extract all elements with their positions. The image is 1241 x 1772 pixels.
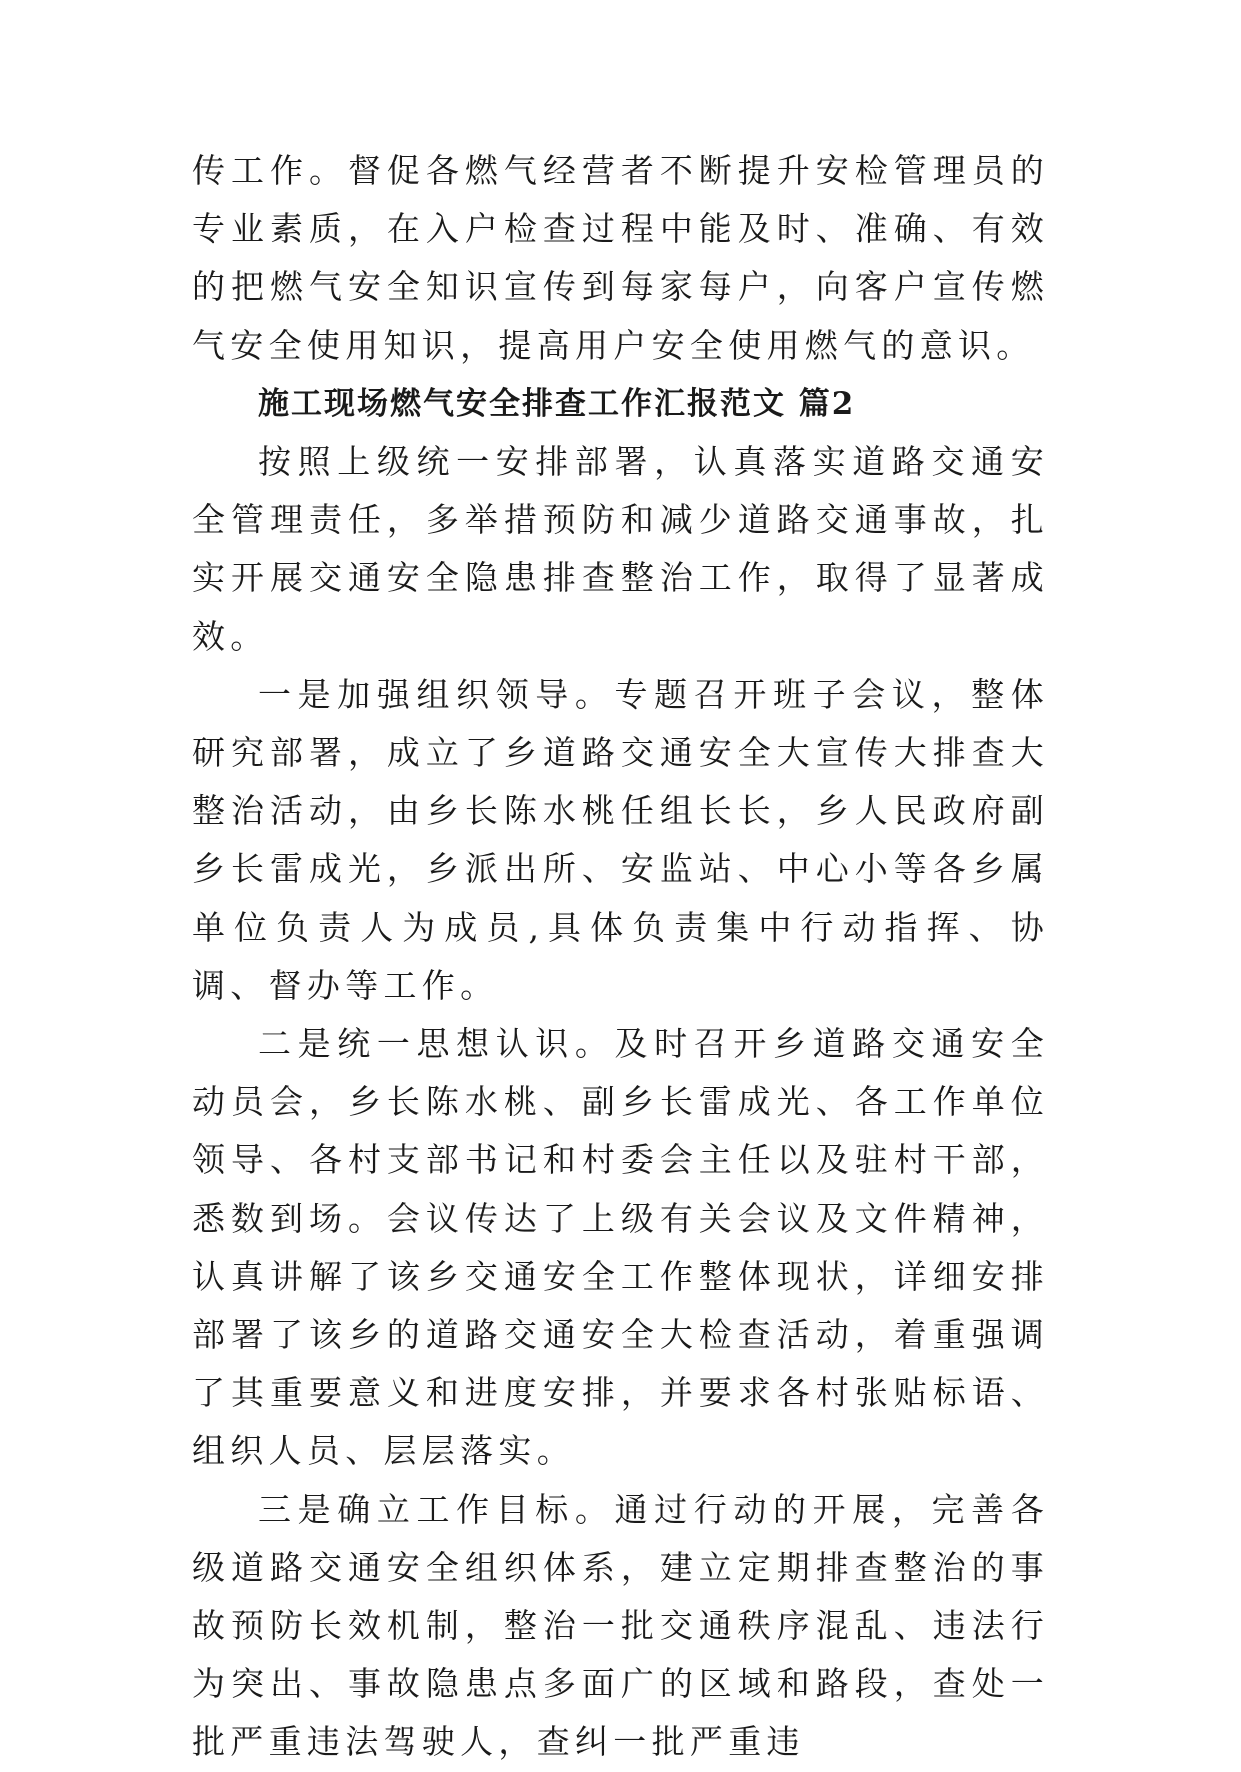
- section-heading: 施工现场燃气安全排查工作汇报范文 篇2: [258, 385, 856, 422]
- paragraph-intro: 按照上级统一安排部署，认真落实道路交通安全管理责任，多举措预防和减少道路交通事故，扎实开展交通安全隐患排查整治工作，取得了显著成效。: [192, 442, 1049, 656]
- paragraph-first-point: 一是加强组织领导。专题召开班子会议，整体研究部署，成立了乡道路交通安全大宣传大排查大整治活动，由乡长陈水桃任组长长，乡人民政府副乡长雷成光，乡派出所、安监站、中心小等各乡属单位负责人为成员,具体负责集中行动指挥、协调、督办等工作。: [192, 674, 1049, 1005]
- document-page: [192, 142, 1049, 1772]
- paragraph-continuation: 传工作。督促各燃气经营者不断提升安检管理员的专业素质，在入户检查过程中能及时、准确、有效的把燃气安全知识宣传到每家每户，向客户宣传燃气安全使用知识，提高用户安全使用燃气的意识。: [192, 151, 1049, 365]
- paragraph-second-point: 二是统一思想认识。及时召开乡道路交通安全动员会，乡长陈水桃、副乡长雷成光、各工作单位领导、各村支部书记和村委会主任以及驻村干部，悉数到场。会议传达了上级有关会议及文件精神，认真讲解了该乡交通安全工作整体现状，详细安排部署了该乡的道路交通安全大检查活动，着重强调了其重要意义和进度安排，并要求各村张贴标语、组织人员、层层落实。: [192, 1024, 1049, 1471]
- paragraph-third-point: 三是确立工作目标。通过行动的开展，完善各级道路交通安全组织体系，建立定期排查整治的事故预防长效机制，整治一批交通秩序混乱、违法行为突出、事故隐患点多面广的区域和路段，查处一批严重违法驾驶人，查纠一批严重违: [192, 1489, 1049, 1762]
